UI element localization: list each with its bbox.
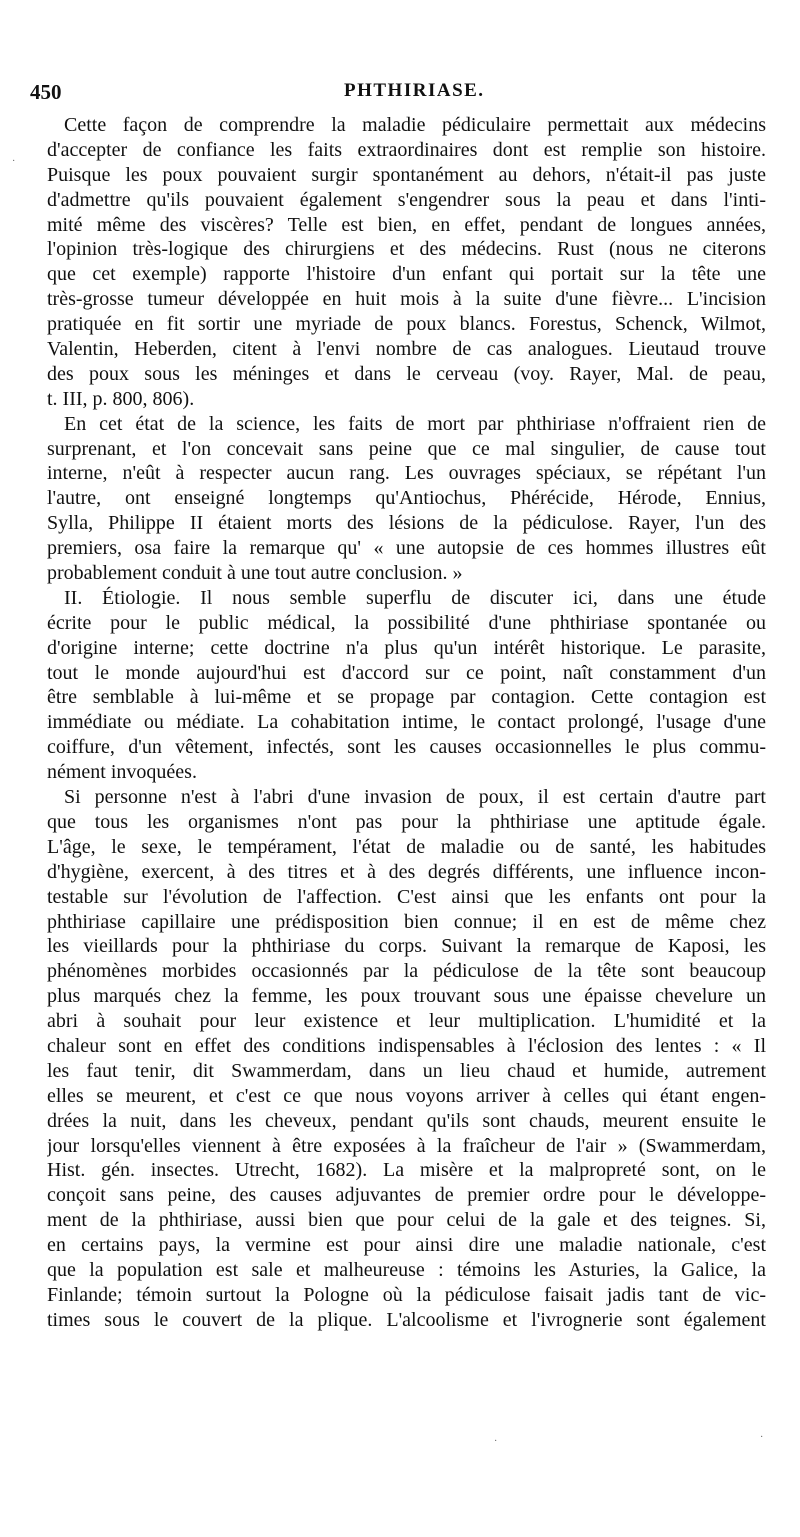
text-line: Cette façon de comprendre la maladie pédiculaire permettait aux médecins — [64, 114, 766, 136]
text-line: jour lorsqu'elles viennent à être exposées à la fraîcheur de l'air » (Swammerdam, — [47, 1134, 766, 1157]
text-line: l'autre, ont enseigné longtemps qu'Antiochus, Phérécide, Hérode, Ennius, — [47, 487, 766, 510]
text-line: phénomènes morbides occasionnés par la pédiculose de la tête sont beaucoup — [47, 960, 766, 983]
text-line: En cet état de la science, les faits de mort par phthiriase n'offraient rien de — [64, 412, 766, 435]
margin-speck: · — [494, 1436, 498, 1447]
text-line: Valentin, Heberden, citent à l'envi nombre de cas analogues. Lieutaud trouve — [47, 338, 766, 361]
text-line: plus marqués chez la femme, les poux trouvant sous une épaisse chevelure un — [47, 985, 766, 1008]
text-line: l'opinion très-logique des chirurgiens et des médecins. Rust (nous ne citerons — [47, 238, 766, 261]
text-line: d'origine interne; cette doctrine n'a plus qu'un intérêt historique. Le parasite, — [47, 636, 766, 659]
text-line: Sylla, Philippe II étaient morts des lésions de la pédiculose. Rayer, l'un des — [47, 512, 766, 535]
running-title: PHTHIRIASE. — [344, 80, 485, 101]
text-line: abri à souhait pour leur existence et leur multiplication. L'humidité et la — [47, 1010, 766, 1033]
text-line: Puisque les poux pouvaient surgir spontanément au dehors, n'était-il pas juste — [47, 163, 766, 186]
text-line: que tous les organismes n'ont pas pour la phthiriase une aptitude égale. — [47, 810, 766, 833]
text-line: drées la nuit, dans les cheveux, pendant qu'ils sont chauds, meurent ensuite le — [47, 1109, 766, 1132]
text-line: que cet exemple) rapporte l'histoire d'un enfant qui portait sur la tête une — [47, 263, 766, 286]
body-text — [47, 113, 766, 1333]
text-line: écrite pour le public médical, la possibilité d'une phthiriase spontanée ou — [47, 611, 766, 634]
text-line: nément invoquées. — [47, 761, 197, 784]
text-line: d'accepter de confiance les faits extraordinaires dont est remplie son histoire. — [47, 138, 766, 161]
text-line: surprenant, et l'on concevait sans peine que ce mal singulier, de cause tout — [47, 437, 766, 460]
page-number: 450 — [30, 80, 62, 104]
text-line: Finlande; témoin surtout la Pologne où la pédiculose faisait jadis tant de vic- — [47, 1283, 766, 1306]
margin-speck: · — [760, 1432, 764, 1443]
text-line: times sous le couvert de la plique. L'alcoolisme et l'ivrognerie sont également — [47, 1308, 766, 1331]
text-line: conçoit sans peine, des causes adjuvantes de premier ordre pour le développe- — [47, 1184, 766, 1207]
text-line: les vieillards pour la phthiriase du corps. Suivant la remarque de Kaposi, les — [47, 935, 766, 958]
running-head — [30, 80, 770, 106]
text-line: premiers, osa faire la remarque qu' « une autopsie de ces hommes illustres eût — [47, 537, 766, 560]
text-line: Hist. gén. insectes. Utrecht, 1682). La misère et la malpropreté sont, on le — [47, 1159, 766, 1182]
text-line: testable sur l'évolution de l'affection. C'est ainsi que les enfants ont pour la — [47, 885, 766, 908]
text-line: des poux sous les méninges et dans le cerveau (voy. Rayer, Mal. de peau, — [47, 362, 766, 385]
text-line: tout le monde aujourd'hui est d'accord sur ce point, naît constamment d'un — [47, 661, 766, 684]
text-line: L'âge, le sexe, le tempérament, l'état de maladie ou de santé, les habitudes — [47, 835, 766, 858]
text-line: elles se meurent, et c'est ce que nous voyons arriver à celles qui étant engen- — [47, 1084, 766, 1107]
text-line: d'admettre qu'ils pouvaient également s'engendrer sous la peau et dans l'inti- — [47, 188, 766, 211]
text-line: immédiate ou médiate. La cohabitation intime, le contact prolongé, l'usage d'une — [47, 711, 766, 734]
text-line: chaleur sont en effet des conditions indispensables à l'éclosion des lentes : « Il — [47, 1034, 766, 1057]
text-line: en certains pays, la vermine est pour ainsi dire une maladie nationale, c'est — [47, 1234, 766, 1257]
text-line: interne, n'eût à respecter aucun rang. Les ouvrages spéciaux, se répétant l'un — [47, 462, 766, 485]
text-line: t. III, p. 800, 806). — [47, 387, 195, 410]
text-line: pratiquée en fit sortir une myriade de poux blancs. Forestus, Schenck, Wilmot, — [47, 313, 766, 336]
margin-speck: · — [12, 156, 16, 167]
text-line: Si personne n'est à l'abri d'une invasion de poux, il est certain d'autre part — [64, 786, 766, 809]
text-line: phthiriase capillaire une prédisposition bien connue; il en est de même chez — [47, 910, 766, 933]
text-line: très-grosse tumeur développée en huit mois à la suite d'une fièvre... L'incision — [47, 288, 766, 311]
text-line: coiffure, d'un vêtement, infectés, sont les causes occasionnelles le plus commu- — [47, 736, 766, 759]
text-line: II. Étiologie. Il nous semble superflu de discuter ici, dans une étude — [64, 586, 766, 609]
text-line: d'hygiène, exercent, à des titres et à des degrés différents, une influence incon- — [47, 860, 766, 883]
text-line: probablement conduit à une tout autre conclusion. » — [47, 562, 463, 585]
text-line: être semblable à lui-même et se propage par contagion. Cette contagion est — [47, 686, 766, 709]
text-line: les faut tenir, dit Swammerdam, dans un lieu chaud et humide, autrement — [47, 1059, 766, 1082]
text-line: ment de la phthiriase, aussi bien que pour celui de la gale et des teignes. Si, — [47, 1209, 766, 1232]
text-line: que la population est sale et malheureuse : témoins les Asturies, la Galice, la — [47, 1258, 766, 1281]
text-line: mité même des viscères? Telle est bien, en effet, pendant de longues années, — [47, 213, 766, 236]
